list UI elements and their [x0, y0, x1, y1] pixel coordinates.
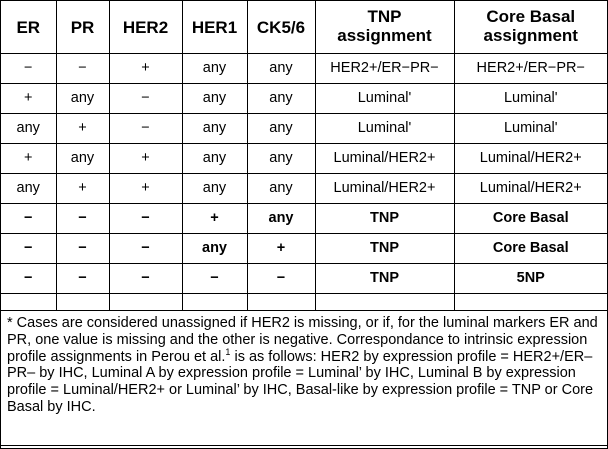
table-cell: − [56, 54, 109, 84]
table-cell: − [182, 264, 247, 294]
column-header-line: Core Basal [486, 7, 576, 27]
column-header-line: CK5/6 [256, 17, 306, 37]
table-cell: HER2+/ER−PR− [454, 54, 607, 84]
table-row [1, 114, 607, 144]
table-cell: any [56, 84, 109, 114]
assignment-table [1, 1, 607, 446]
table-row [1, 84, 607, 114]
table-cell [182, 294, 247, 311]
table-cell [109, 294, 182, 311]
table-cell: − [109, 204, 182, 234]
table-cell: − [247, 264, 315, 294]
table-cell: TNP [315, 204, 454, 234]
table-body [1, 54, 607, 311]
column-header [315, 1, 454, 54]
table-row [1, 174, 607, 204]
column-header-line: HER1 [191, 17, 238, 37]
table-cell: + [56, 174, 109, 204]
table-cell: − [1, 234, 56, 264]
table-cell: any [182, 54, 247, 84]
table-cell: + [182, 204, 247, 234]
table-cell [315, 294, 454, 311]
column-header [56, 1, 109, 54]
column-header [109, 1, 182, 54]
table-row [1, 144, 607, 174]
table-cell: Luminal' [315, 84, 454, 114]
footnote-text-part2: is as follows: HER2 by expression profile = HER2+/ER–PR– by IHC, Luminal A by expression profile = Luminal’ by IHC, Luminal B by expression profile = Luminal/HER2+ or Luminal’ by IHC, Basal-like by expression profile = TNP or Core Basal by IHC. [7, 348, 594, 416]
table-cell: − [1, 204, 56, 234]
table-cell: any [247, 54, 315, 84]
table-cell: − [56, 204, 109, 234]
table-cell [454, 294, 607, 311]
table-cell: − [1, 54, 56, 84]
table-cell: any [247, 114, 315, 144]
table-cell: + [109, 54, 182, 84]
table-row [1, 234, 607, 264]
table-cell: any [182, 174, 247, 204]
table-cell: + [109, 174, 182, 204]
column-header-line: assignment [483, 26, 578, 45]
table-cell: − [1, 264, 56, 294]
header-row [1, 1, 607, 54]
table-cell: any [247, 174, 315, 204]
footnote [1, 311, 607, 445]
table-cell: HER2+/ER−PR− [315, 54, 454, 84]
column-header [247, 1, 315, 54]
table-cell: + [247, 234, 315, 264]
column-header-line: PR [70, 17, 95, 37]
table-cell: − [109, 264, 182, 294]
table-cell: − [56, 264, 109, 294]
column-header [182, 1, 247, 54]
footnote-row [1, 311, 607, 446]
table-cell: − [56, 234, 109, 264]
table-row [1, 54, 607, 84]
table-cell: TNP [315, 234, 454, 264]
table-cell [1, 294, 56, 311]
table-cell: + [1, 144, 56, 174]
table-cell: TNP [315, 264, 454, 294]
column-header-line: TNP [367, 7, 402, 27]
table-cell: 5NP [454, 264, 607, 294]
table-cell: + [56, 114, 109, 144]
table-cell: any [1, 174, 56, 204]
table-row [1, 264, 607, 294]
table-cell: Luminal/HER2+ [454, 174, 607, 204]
column-header-line: HER2 [122, 17, 169, 37]
table-cell: Luminal' [454, 114, 607, 144]
footnote-text-part1: * Cases are considered unassigned if HER2 is missing, or if, for the luminal markers ER and PR, one value is missing and the other is negative. Correspondance to intrinsic expression profile assignments in Perou et al. [7, 315, 598, 365]
column-header-line: assignment [337, 26, 432, 45]
table-cell: any [182, 84, 247, 114]
footnote-superscript: 1 [225, 346, 231, 357]
table-cell: + [109, 144, 182, 174]
table-row [1, 294, 607, 311]
table-cell: − [109, 84, 182, 114]
table-cell: Core Basal [454, 204, 607, 234]
column-header [454, 1, 607, 54]
table-cell: any [56, 144, 109, 174]
table-cell: + [1, 84, 56, 114]
column-header-line: ER [16, 17, 41, 37]
table-cell: any [182, 234, 247, 264]
table-cell: any [1, 114, 56, 144]
table-cell [247, 294, 315, 311]
table-row [1, 204, 607, 234]
table-cell: Luminal/HER2+ [454, 144, 607, 174]
table-cell: − [109, 234, 182, 264]
table-cell: any [247, 144, 315, 174]
table-cell: − [109, 114, 182, 144]
table-cell: Luminal/HER2+ [315, 144, 454, 174]
table-cell [56, 294, 109, 311]
table-cell: Luminal/HER2+ [315, 174, 454, 204]
table-cell: any [247, 204, 315, 234]
table-cell: Luminal' [454, 84, 607, 114]
table-cell: any [247, 84, 315, 114]
table-cell: any [182, 144, 247, 174]
column-header [1, 1, 56, 54]
table-cell: Luminal' [315, 114, 454, 144]
table-cell: any [182, 114, 247, 144]
table-cell: Core Basal [454, 234, 607, 264]
